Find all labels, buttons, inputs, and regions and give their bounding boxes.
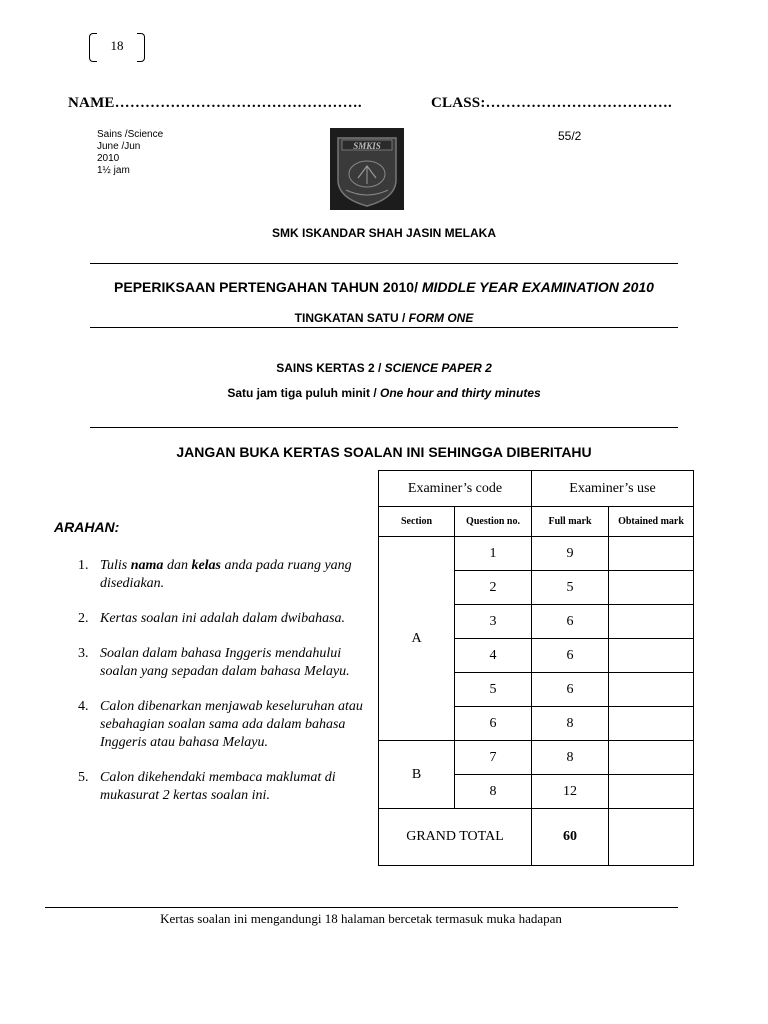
obtained-mark-cell (609, 673, 694, 707)
instruction-bold-kelas: kelas (191, 558, 221, 573)
exam-meta (97, 129, 163, 177)
instruction-number: 5. (78, 770, 89, 785)
subject (0, 361, 768, 375)
obtained-mark-cell (609, 537, 694, 571)
obtained-mark-cell (609, 571, 694, 605)
full-mark-cell: 8 (532, 707, 609, 741)
duration-ms: Satu jam tiga puluh minit / (227, 386, 380, 400)
footer-note: Kertas soalan ini mengandungi 18 halaman bercetak termasuk muka hadapan (160, 911, 562, 926)
examiner-table (378, 470, 694, 866)
warning-text: JANGAN BUKA KERTAS SOALAN INI SEHINGGA DIBERITAHU (176, 444, 592, 460)
obtained-mark-cell (609, 775, 694, 809)
question-cell: 4 (455, 639, 532, 673)
duration (0, 386, 768, 400)
meta-duration: 1½ jam (97, 165, 130, 176)
full-mark-column-header: Full mark (532, 507, 609, 537)
instruction-bold-nama: nama (130, 558, 164, 573)
instruction-number: 1. (78, 558, 89, 573)
full-mark-cell: 5 (532, 571, 609, 605)
question-cell: 5 (455, 673, 532, 707)
instruction-text: Soalan dalam bahasa Inggeris mendahului soalan yang sepadan dalam bahasa Melayu. (100, 646, 350, 679)
obtained-mark-cell (609, 707, 694, 741)
question-cell: 1 (455, 537, 532, 571)
instructions-list (78, 557, 368, 822)
exam-title (0, 279, 768, 295)
instruction-item (78, 645, 368, 681)
obtained-mark-cell (609, 741, 694, 775)
instruction-text: Tulis (100, 558, 131, 573)
form-level-ms: TINGKATAN SATU / (294, 311, 409, 325)
exam-title-ms: PEPERIKSAAN PERTENGAHAN TAHUN 2010/ (114, 279, 418, 295)
full-mark-cell: 6 (532, 639, 609, 673)
divider (90, 263, 678, 264)
instruction-item (78, 698, 368, 752)
form-level-en: FORM ONE (408, 311, 474, 325)
subject-en: SCIENCE PAPER 2 (384, 361, 492, 375)
question-column-header: Question no. (455, 507, 532, 537)
instruction-text: Kertas soalan ini adalah dalam dwibahasa. (100, 611, 346, 626)
form-level (0, 311, 768, 325)
full-mark-cell: 8 (532, 741, 609, 775)
question-cell: 3 (455, 605, 532, 639)
divider (90, 327, 678, 328)
full-mark-cell: 9 (532, 537, 609, 571)
instruction-text: dan (163, 558, 192, 573)
instruction-text: Calon dikehendaki membaca maklumat di mukasurat 2 kertas soalan ini. (100, 770, 336, 803)
question-cell: 2 (455, 571, 532, 605)
instruction-item (78, 610, 368, 628)
grand-total-value: 60 (532, 809, 609, 866)
page-number (89, 33, 145, 60)
instruction-text: anda pada ruang yang disediakan. (100, 558, 352, 591)
instruction-text: Calon dibenarkan menjawab keseluruhan atau sebahagian soalan sama ada dalam bahasa Inggeris atau bahasa Melayu. (100, 699, 363, 750)
paper-code: 55/2 (558, 129, 582, 143)
full-mark-cell: 6 (532, 673, 609, 707)
subject-ms: SAINS KERTAS 2 / (276, 361, 385, 375)
section-b-cell: B (379, 741, 455, 809)
instruction-item (78, 557, 368, 593)
grand-total-obtained (609, 809, 694, 866)
instruction-number: 3. (78, 646, 89, 661)
duration-en: One hour and thirty minutes (379, 386, 541, 400)
meta-year: 2010 (97, 153, 120, 164)
section-column-header: Section (379, 507, 455, 537)
footer-divider (45, 907, 678, 908)
obtained-mark-cell (609, 639, 694, 673)
school-name: SMK ISKANDAR SHAH JASIN MELAKA (271, 226, 496, 240)
grand-total-label: GRAND TOTAL (379, 809, 532, 866)
arahan-heading: ARAHAN: (54, 519, 120, 535)
examiners-code-header: Examiner’s code (379, 471, 532, 507)
question-cell: 6 (455, 707, 532, 741)
full-mark-cell: 12 (532, 775, 609, 809)
divider (90, 427, 678, 428)
obtained-mark-cell (609, 605, 694, 639)
class-field-label: CLASS:………………………………. (431, 95, 672, 111)
page-number-text: 18 (110, 38, 124, 53)
question-cell: 8 (455, 775, 532, 809)
examiners-use-header: Examiner’s use (532, 471, 694, 507)
question-cell: 7 (455, 741, 532, 775)
name-field-label: NAME…………………………………………. (68, 95, 362, 111)
full-mark-cell: 6 (532, 605, 609, 639)
meta-subject: Sains /Science (97, 129, 164, 140)
instruction-number: 2. (78, 611, 89, 626)
obtained-mark-column-header: Obtained mark (609, 507, 694, 537)
meta-month: June /Jun (97, 141, 141, 152)
section-a-cell: A (379, 537, 455, 741)
exam-title-en: MIDDLE YEAR EXAMINATION 2010 (417, 279, 654, 295)
instruction-item (78, 769, 368, 805)
school-logo (330, 128, 404, 210)
svg-text:SMKIS: SMKIS (353, 141, 381, 151)
instruction-number: 4. (78, 699, 89, 714)
